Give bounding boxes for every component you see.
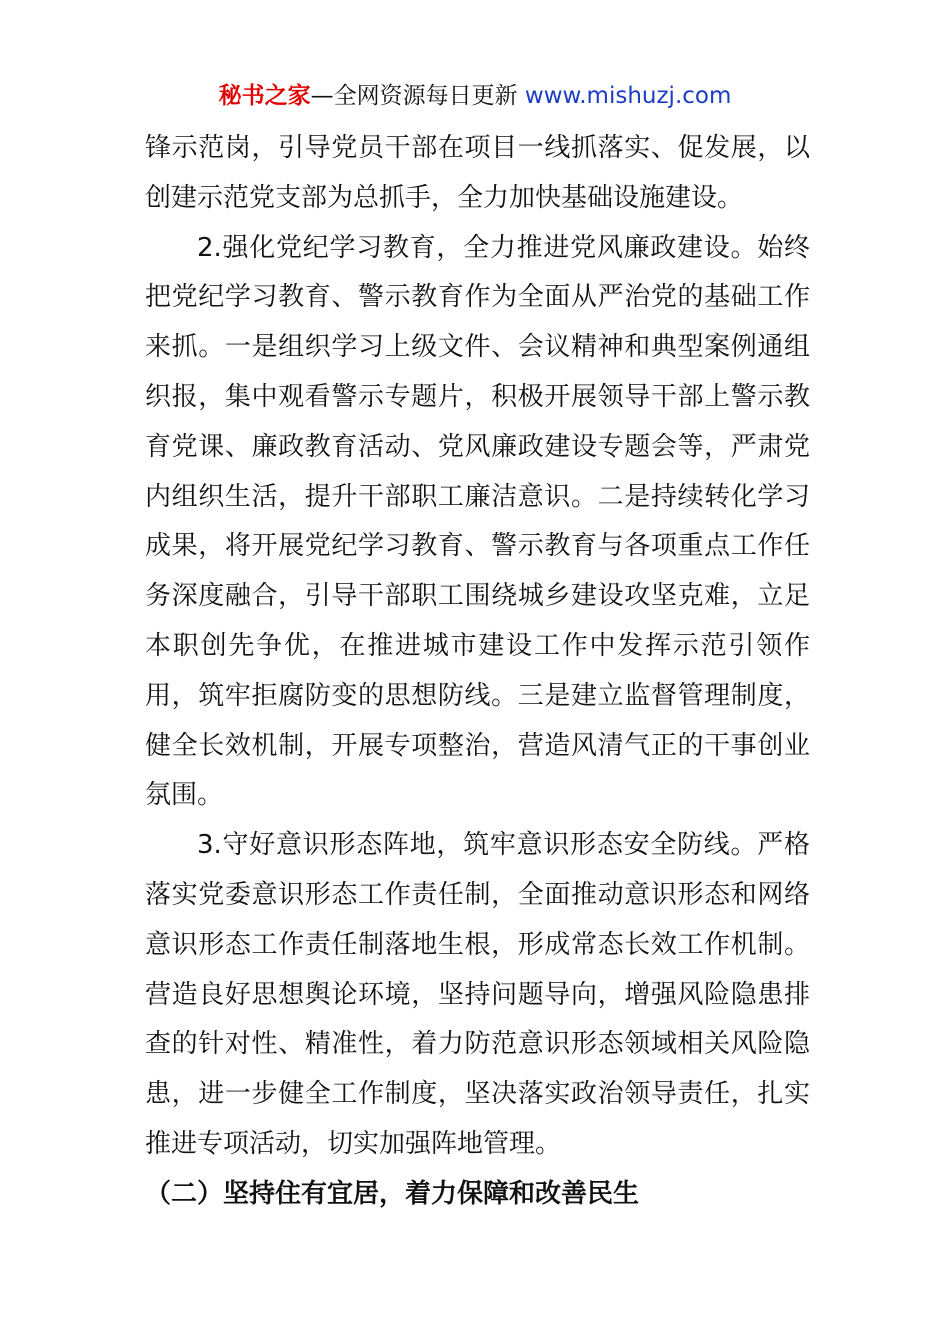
- site-brand: 秘书之家: [218, 83, 311, 109]
- site-tagline: —全网资源每日更新: [310, 83, 518, 109]
- site-header: [0, 80, 950, 112]
- paragraph-ideology: 3.守好意识形态阵地，筑牢意识形态安全防线。严格落实党委意识形态工作责任制，全面推动意识形态和网络意识形态工作责任制落地生根，形成常态长效工作机制。营造良好思想舆论环境，坚持问题导向，增强风险隐患排查的针对性、精准性，着力防范意识形态领域相关风险隐患，进一步健全工作制度，坚决落实政治领导责任，扎实推进专项活动，切实加强阵地管理。: [145, 830, 810, 1159]
- paragraph-party-discipline: 2.强化党纪学习教育，全力推进党风廉政建设。始终把党纪学习教育、警示教育作为全面从严治党的基础工作来抓。一是组织学习上级文件、会议精神和典型案例通组织报，集中观看警示专题片，积极开展领导干部上警示教育党课、廉政教育活动、党风廉政建设专题会等，严肃党内组织生活，提升干部职工廉洁意识。二是持续转化学习成果，将开展党纪学习教育、警示教育与各项重点工作任务深度融合，引导干部职工围绕城乡建设攻坚克难，立足本职创先争优，在推进城市建设工作中发挥示范引领作用，筑牢拒腐防变的思想防线。三是建立监督管理制度，健全长效机制，开展专项整治，营造风清气正的干事创业氛围。: [145, 232, 810, 811]
- paragraph-continued: 锋示范岗，引导党员干部在项目一线抓落实、促发展，以创建示范党支部为总抓手，全力加快基础设施建设。: [145, 133, 810, 213]
- site-url-link[interactable]: www.mishuzj.com: [524, 83, 732, 109]
- document-body: [145, 124, 810, 1220]
- section-heading: （二）坚持住有宜居，着力保障和改善民生: [145, 1178, 640, 1209]
